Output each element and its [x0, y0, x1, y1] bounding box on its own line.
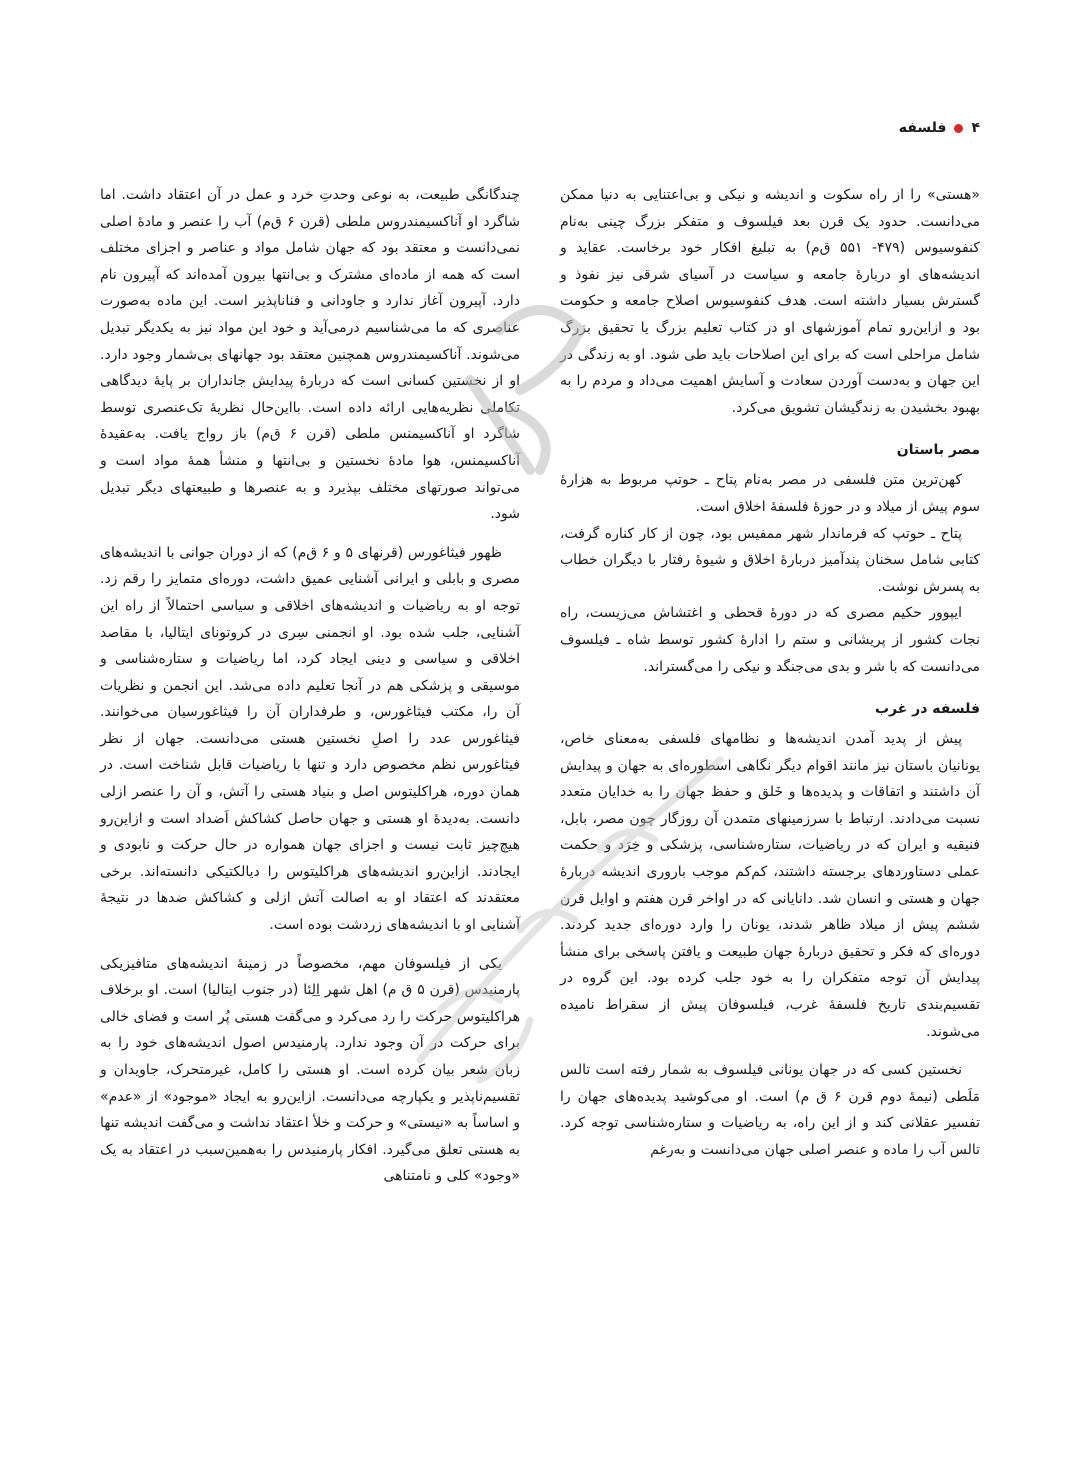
paragraph: «هستی» را از راه سکوت و اندیشه و نیکی و بی‌اعتنایی به دنیا ممکن می‌دانست. حدود یک قرن بعد فیلسوف و متفکر بزرگ چینی به‌نام کنفوسیوس (۴۷۹- ۵۵۱ ق‌م) به تبلیغ افکار خود برخاست. عقاید و اندیشه‌های او دربارهٔ جامعه و سیاست در آسیای شرقی نیز نفوذ و گسترش بسیار داشته است. هدف کنفوسیوس اصلاح جامعه و حکومت بود و ازاین‌رو تمام آموزشهای او در کتاب تعلیم بزرگ یا تحقیق بزرگ شامل مراحلی است که برای این اصلاحات باید طی شود. او به زندگی در این جهان و به‌دست آوردن سعادت و آسایش اهمیت می‌داد و مردم را به بهبود بخشیدن به زندگیشان تشویق می‌کرد. — [560, 187, 980, 416]
bullet-dot-icon — [954, 124, 963, 133]
running-head — [899, 120, 980, 136]
paragraph: چندگانگی طبیعت، به نوعی وحدتِ خرد و عمل در آن اعتقاد داشت. اما شاگرد او آناکسیمندروس ملطی (قرن ۶ ق‌م) آب را عنصر و مادهٔ اصلی نمی‌دانست و معتقد بود که جهان شامل مواد و عناصر و اجزای مختلف است که همه از ماده‌ای مشترک و بی‌انتها بیرون آمده‌اند که آپیرون نام دارد. آپیرون آغاز ندارد و جاودانی و فناناپذیر است. این ماده به‌صورت عناصری که ما می‌شناسیم درمی‌آید و خود این مواد نیز به یکدیگر تبدیل می‌شوند. آناکسیمندروس همچنین معتقد بود جهانهای بی‌شمار وجود دارد. او از نخستین کسانی است که دربارهٔ پیدایش جانداران بر پایهٔ دیدگاهی تکاملی نظریه‌هایی ارائه داده است. بااین‌حال نظریهٔ تک‌عنصری توسط شاگرد او آناکسیمنس ملطی (قرن ۶ ق‌م) باز رواج یافت. به‌عقیدهٔ آناکسیمنس، هوا مادهٔ نخستین و بی‌انتها و منشأ همهٔ مواد است و می‌تواند صورتهای مختلف بپذیرد و به عنصرها و طبیعتهای دیگر تبدیل شود. — [100, 187, 520, 523]
paragraph: پیش از پدید آمدن اندیشه‌ها و نظامهای فلسفی به‌معنای خاص، یونانیان باستان نیز مانند اقوام دیگر نگاهی اسطوره‌ای به جهان و پیدایش آن داشتند و اتفاقات و پدیده‌ها و خَلق و حفظ جهان را به خدایان متعدد نسبت می‌دادند. ارتباط با سرزمینهای متمدن آن روزگار چون مصر، بابل، فنیقیه و ایران که در ریاضیات، ستاره‌شناسی، پزشکی و خِرَد و حکمت عملی دستاوردهای برجسته داشتند، کم‌کم موجب باروری اندیشه دربارهٔ جهان و هستی و انسان شد. دانایانی که در اواخر قرن هفتم و اوایل قرن ششم پیش از میلاد ظاهر شدند، یونان را وارد دوره‌ای جدید کردند. دوره‌ای که فکر و تحقیق دربارهٔ جهان طبیعت و یافتن پاسخی برای منشأ پیدایش آن توجه متفکران را به خود جلب کرده بود. این گروه در تقسیم‌بندی تاریخ فلسفهٔ غرب، فیلسوفان پیش از سقراط نامیده می‌شوند. — [560, 731, 980, 1040]
paragraph: کهن‌ترین متن فلسفی در مصر به‌نام پتاح ـ حوتپ مربوط به هزارهٔ سوم پیش از میلاد و در حوزهٔ فلسفهٔ اخلاق است. — [560, 472, 980, 515]
heading-ancient-egypt: مصر باستان — [896, 442, 980, 459]
right-column — [560, 182, 980, 1164]
left-column — [100, 182, 520, 1190]
paragraph: ایپوور حکیم مصری که در دورهٔ قحطی و اغتشاش می‌زیست، راه نجات کشور از پریشانی و ستم را ادارهٔ کشور توسط شاه ـ فیلسوف می‌دانست که با شر و بدی می‌جنگد و نیکی را می‌گستراند. — [560, 605, 980, 675]
section-title: فلسفه — [898, 120, 947, 136]
paragraph: پتاح ـ حوتپ که فرماندار شهر ممفیس بود، چون از کار کناره گرفت، کتابی شامل سخنان پندآمیز دربارهٔ اخلاق و شیوهٔ رفتار با دیگران خطاب به پسرش نوشت. — [560, 525, 980, 595]
paragraph: یکی از فیلسوفان مهم، مخصوصاً در زمینهٔ اندیشه‌های متافیزیکی پارمنیدس (قرن ۵ ق م) اهل شهر اِلِئا (در جنوب ایتالیا) است. او برخلاف هراکلیتوس حرکت را رد می‌کرد و می‌گفت هستی پُر است و فضای خالی برای حرکت در آن وجود ندارد. پارمنیدس اصول اندیشه‌های خود را به زبان شعر بیان کرده است. او هستی را کامل، غیرمتحرک، جاویدان و تقسیم‌ناپذیر و یکپارچه می‌دانست. ازاین‌رو به ایجاد «موجود» از «عدم» و اساساً به «نیستی» و حرکت و خلأ اعتقاد نداشت و می‌گفت اندیشه تنها به هستی تعلق می‌گیرد. افکار پارمنیدس را به‌همین‌سبب در اعتقاد به یک «وجود» کلی و نامتناهی — [100, 955, 520, 1185]
heading-philosophy-in-west: فلسفه در غرب — [874, 701, 980, 718]
paragraph: نخستین کسی که در جهان یونانی فیلسوف به شمار رفته است تالس مَلَطی (نیمهٔ دوم قرن ۶ ق م) است. او می‌کوشید پدیده‌های جهان را تفسیر عقلانی کند و از این راه، به ریاضیات و ستاره‌شناسی توجه کرد. تالس آب را ماده و عنصر اصلی جهان می‌دانست و به‌رغم — [560, 1062, 981, 1158]
paragraph: ظهور فیثاغورس (قرنهای ۵ و ۶ ق‌م) که از دوران جوانی با اندیشه‌های مصری و بابلی و ایرانی آشنایی عمیق داشت، دوره‌ای متمایز را رقم زد. توجه او به ریاضیات و اندیشه‌های اخلاقی و سیاسی احتمالاً از راه این آشنایی، جلب شده بود. او انجمنی سِری در کروتونای ایتالیا، با مقاصد اخلاقی و سیاسی و دینی ایجاد کرد، اما ریاضیات و ستاره‌شناسی و موسیقی و پزشکی هم در آنجا تعلیم داده می‌شد. این انجمن و نظریات آن را، مکتب فیثاغورس، و طرفداران آن را فیثاغورسیان می‌خوانند. فیثاغورس عدد را اصلِ نخستین هستی می‌دانست. جهان از نظر فیثاغورس نظم مخصوص دارد و تنها با ریاضیات قابل شناخت است. در همان دوره، هراکلیتوس اصل و بنیاد هستی را آتش، و آن را عنصر ازلی دانست. به‌دیدهٔ او هستی و جهان حاصل کشاکش اَضداد است و ازاین‌رو هیچ‌چیز ثابت نیست و اجزای جهان همواره در حال حرکت و نابودی و ایجادند. ازاین‌رو اندیشه‌های هراکلیتوس را دیالکتیکی دانسته‌اند. برخی معتقدند که اعتقاد او به اصالت آتش ازلی و کشاکش ضدها در نتیجهٔ آشنایی او با اندیشه‌های زردشت بوده است. — [100, 544, 520, 934]
page-number: ۴ — [971, 120, 980, 136]
